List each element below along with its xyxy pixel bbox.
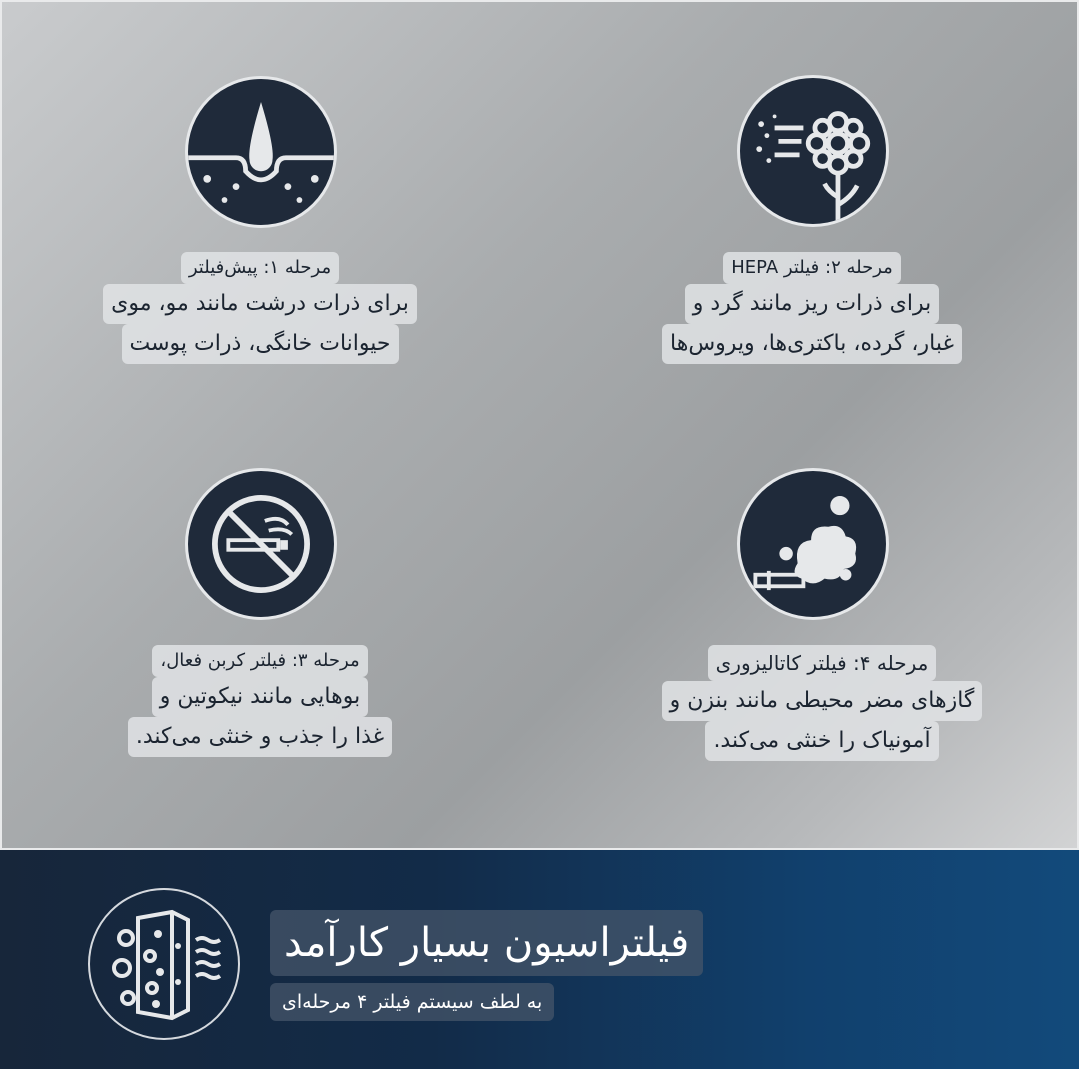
stage-2-heading: مرحله ۲: فیلتر HEPA [723,252,901,284]
stage-3-line-1: بوهایی مانند نیکوتین و [152,677,368,717]
pollen-flower-icon [737,75,889,227]
no-smoking-icon [185,468,337,620]
stage-3-heading: مرحله ۳: فیلتر کربن فعال، [152,645,367,677]
stage-1-line-1: برای ذرات درشت مانند مو، موی [103,284,417,324]
stage-2-line-2: غبار، گرده، باکتری‌ها، ویروس‌ها [662,324,962,364]
footer-subtitle: به لطف سیستم فیلتر ۴ مرحله‌ای [270,983,554,1021]
stage-3-text [55,645,465,757]
stage-4-text [612,645,1032,761]
stage-2-line-1: برای ذرات ریز مانند گرد و [685,284,940,324]
exhaust-gas-icon [737,468,889,620]
stage-2-text [612,252,1012,364]
hair-follicle-icon [185,76,337,228]
stage-3-line-2: غذا را جذب و خنثی می‌کند. [128,717,392,757]
stage-1-text [60,252,460,364]
stage-1-line-2: حیوانات خانگی، ذرات پوست [122,324,399,364]
stage-1-heading: مرحله ۱: پیش‌فیلتر [181,252,339,284]
stage-4-line-1: گازهای مضر محیطی مانند بنزن و [662,681,983,721]
footer-title: فیلتراسیون بسیار کارآمد [270,910,703,976]
filter-layers-icon [88,888,240,1040]
stage-4-heading: مرحله ۴: فیلتر کاتالیزوری [708,645,937,681]
stage-4-line-2: آمونیاک را خنثی می‌کند. [705,721,938,761]
